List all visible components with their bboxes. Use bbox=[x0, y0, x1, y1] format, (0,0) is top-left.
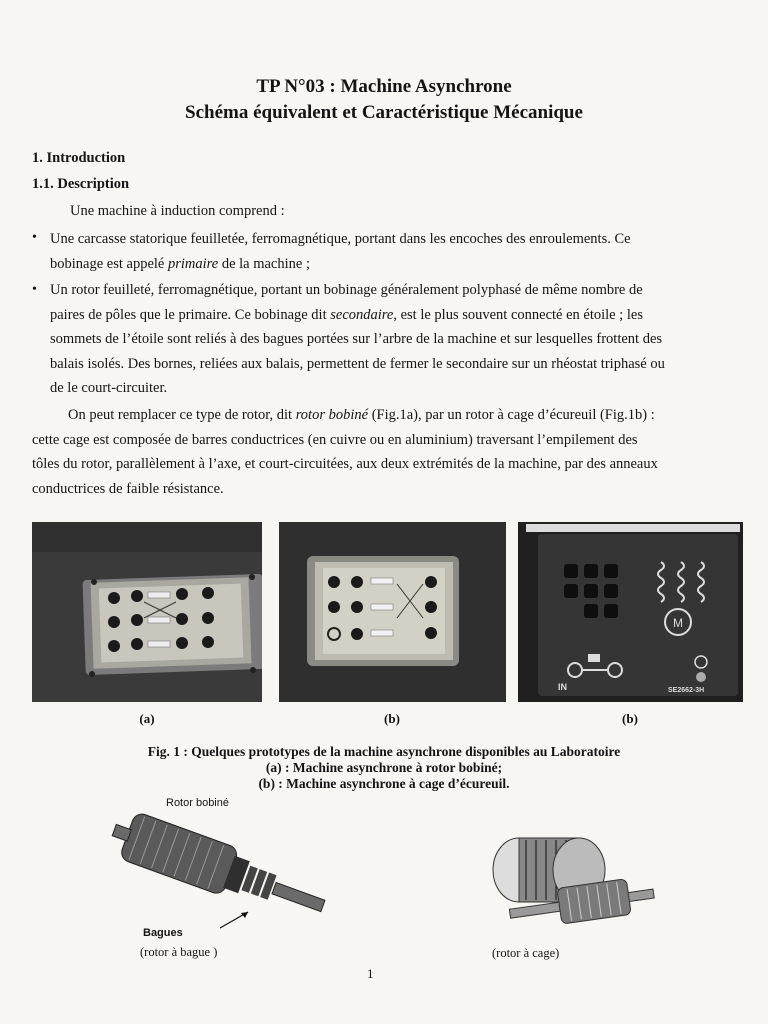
para-line-3: tôles du rotor, parallèlement à l’axe, et court-circuitées, aux deux extrémités de la machine, par des anneaux bbox=[32, 456, 658, 472]
intro-text: Une machine à induction comprend : bbox=[70, 203, 285, 219]
subsection-heading-description: 1.1. Description bbox=[32, 176, 130, 192]
photo-motor-front-panel bbox=[518, 522, 743, 702]
motor-symbol-letter: M bbox=[673, 616, 683, 630]
bullet-1-text bbox=[50, 227, 720, 276]
wound-rotor-illustration bbox=[100, 812, 330, 932]
para-line-1-end: (Fig.1a), par un rotor à cage d’écureuil (Fig.1b) : bbox=[368, 407, 655, 423]
term-rotor-bobine: rotor bobiné bbox=[295, 407, 369, 423]
bullet-1-line-2 bbox=[50, 252, 720, 277]
bullet-1-line-2-start: bobinage est appelé bbox=[50, 255, 168, 272]
bullet-1-line-1: Une carcasse statorique feuilletée, ferromagnétique, portant dans les encoches des enroulements. Ce bbox=[50, 231, 631, 247]
rotor-paragraph bbox=[32, 403, 720, 501]
para-line-2: cette cage est composée de barres conductrices (en cuivre ou en aluminium) traversant l’empilement des bbox=[32, 431, 638, 448]
term-secondaire: secondaire bbox=[330, 306, 394, 323]
bullet-1-line-2-end: de la machine ; bbox=[218, 255, 310, 272]
bagues-label: Bagues bbox=[143, 927, 183, 939]
photo-label-a: (a) bbox=[139, 711, 155, 726]
bullet-2-line-2 bbox=[50, 303, 720, 328]
title-line-1: TP N°03 : Machine Asynchrone bbox=[256, 76, 512, 97]
photo-label-c: (b) bbox=[622, 711, 638, 726]
bullet-2-line-1: Un rotor feuilleté, ferromagnétique, portant un bobinage généralement polyphasé de même nombre de bbox=[50, 282, 643, 298]
in-label: IN bbox=[558, 682, 567, 692]
rotor-cage-caption: (rotor à cage) bbox=[492, 946, 560, 960]
bullet-2-line-2-end: , est le plus souvent connecté en étoile ; les bbox=[393, 306, 643, 323]
photo-b-drawing bbox=[279, 522, 506, 702]
figure-caption-line-3: (b) : Machine asynchrone à cage d’écureuil. bbox=[258, 776, 510, 791]
para-line-1 bbox=[32, 403, 720, 428]
figure-caption-line-1: Fig. 1 : Quelques prototypes de la machine asynchrone disponibles au Laboratoire bbox=[147, 744, 621, 759]
bullet-dot-1: • bbox=[32, 230, 37, 245]
photo-a-drawing bbox=[32, 522, 262, 702]
page-number: 1 bbox=[367, 966, 374, 981]
title-line-2: Schéma équivalent et Caractéristique Mécanique bbox=[185, 102, 583, 123]
photo-rotor-bobine-terminal-box bbox=[32, 522, 262, 702]
para-line-4: conductrices de faible résistance. bbox=[32, 480, 224, 497]
bullet-2-text bbox=[50, 278, 720, 401]
bullet-2-line-2-start: paires de pôles que le primaire. Ce bobinage dit bbox=[50, 306, 331, 323]
photo-cage-ecureuil-terminal-box bbox=[279, 522, 506, 702]
squirrel-cage-illustration bbox=[474, 830, 664, 935]
term-primaire: primaire bbox=[167, 255, 219, 272]
model-badge: SE2662-3H bbox=[668, 687, 705, 694]
para-line-1-start: On peut remplacer ce type de rotor, dit bbox=[68, 407, 296, 423]
figure-caption-line-2: (a) : Machine asynchrone à rotor bobiné; bbox=[265, 760, 503, 775]
bullet-2-line-5: de le court-circuiter. bbox=[50, 380, 168, 396]
rotor-bague-caption: (rotor à bague ) bbox=[140, 945, 218, 959]
bullet-2-line-3: sommets de l’étoile sont reliés à des bagues portées sur l’arbre de la machine et sur lesquelles frottent des bbox=[50, 331, 663, 347]
section-heading-introduction: 1. Introduction bbox=[32, 150, 126, 166]
rotor-bobine-label: Rotor bobiné bbox=[166, 797, 229, 809]
photo-c-drawing bbox=[518, 522, 743, 702]
photo-label-b: (b) bbox=[384, 711, 400, 726]
bullet-dot-2: • bbox=[32, 282, 37, 297]
bullet-2-line-4: balais isolés. Des bornes, reliées aux balais, permettent de fermer le secondaire sur un rhéostat triphasé ou bbox=[50, 355, 665, 372]
